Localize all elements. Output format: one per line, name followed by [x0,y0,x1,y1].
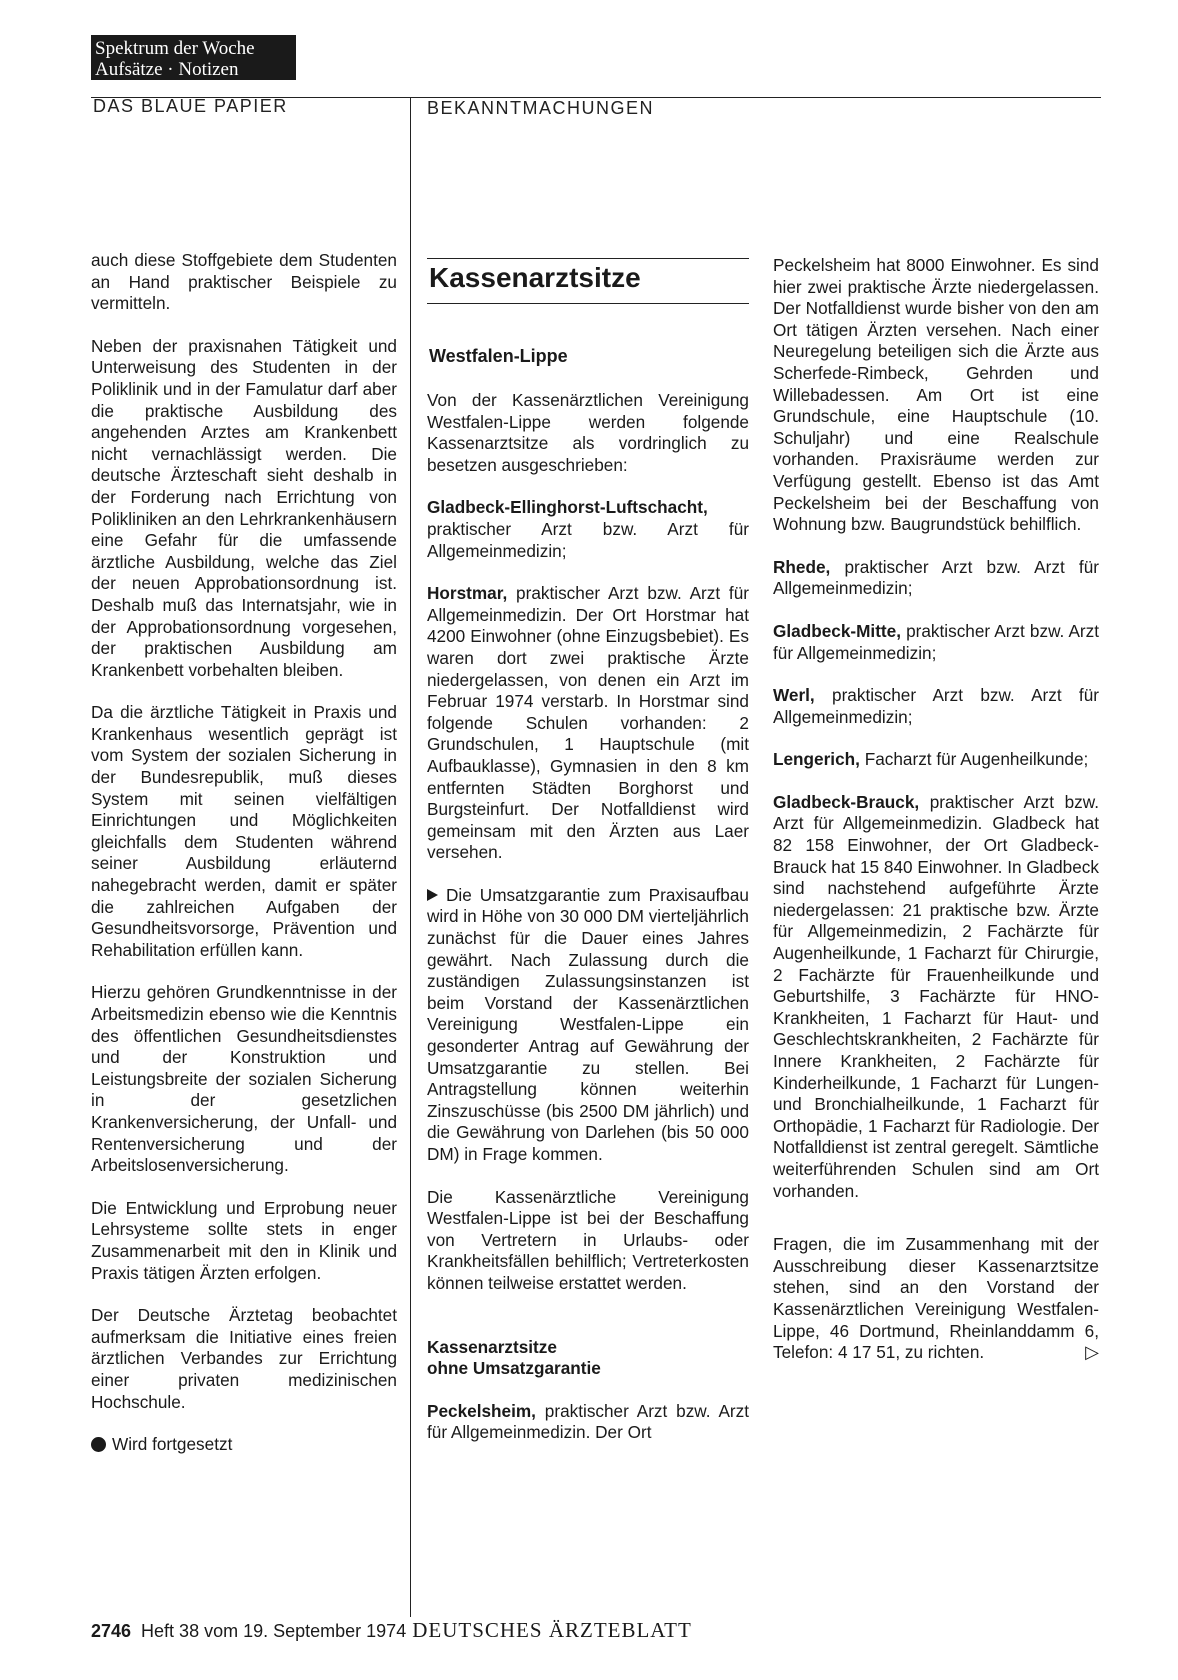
top-rule [91,97,1101,98]
listing [773,621,1099,664]
listing-text: Facharzt für Augenheilkunde; [859,749,1089,770]
page-number: 2746 [91,1621,132,1641]
listing-text: praktischer Arzt bzw. Arzt für Allgemeinmedizin; [427,518,749,561]
listing [427,583,749,864]
page-footer [91,1618,692,1643]
title-rule-bottom [427,303,749,304]
section-tag-line1: Spektrum der Woche [95,38,255,59]
subheading [427,1337,749,1380]
listing-place: Werl, [773,685,815,706]
guarantee-text: Die Umsatzgarantie zum Praxisaufbau wird in Höhe von 30 000 DM vierteljährlich zunächst für die Dauer eines Jahres gewährt. Nach Zulassung durch die zuständigen Zulassungsinstanzen ist beim Vorstand der Kassenärztlichen Vereinigung Westfalen-Lippe ein gesonderter Antrag auf Gewährung der Umsatzgarantie zu stellen. Bei Antragstellung können weiterhin Zinszuschüsse (bis 2500 DM jährlich) und die Gewährung von Darlehen (bis 50 000 DM) in Frage kommen. [427,884,749,1164]
listing-text: praktischer Arzt bzw. Arzt für Allgemeinmedizin; [773,620,1099,663]
column-middle [427,390,749,1465]
substitutes-paragraph: Die Kassenärztliche Vereinigung Westfalen-Lippe ist bei der Beschaffung von Vertretern in Urlaubs- oder Krankheitsfällen behilflich; Vertreterkosten können teilweise erstattet werden. [427,1186,749,1293]
listing [773,685,1099,728]
listing-place: Gladbeck-Brauck, [773,791,920,812]
listing-text: praktischer Arzt bzw. Arzt für Allgemeinmedizin; [773,556,1099,599]
listing-place: Lengerich, [773,749,860,770]
bullet-dot-icon [91,1437,106,1452]
intro-paragraph: Von der Kassenärztlichen Vereinigung Westfalen-Lippe werden folgende Kassenarztsitze als vordringlich zu besetzen ausgeschrieben: [427,390,749,475]
paragraph: Neben der praxisnahen Tätigkeit und Unterweisung des Studenten in der Poliklinik und in der Famulatur darf aber die praktische Ausbildung des angehenden Arztes am Krankenbett nicht vernachlässigt werden. Die deutsche Ärzteschaft sieht deshalb in der Forderung nach Errichtung von Polikliniken an den Lehrkrankenhäusern eine Gefahr für die umfassende ärztliche Ausbildung, welche das Ziel der neuen Approbationsordnung ist. Deshalb muß das Internatsjahr, wie in der Approbationsordnung vorgesehen, der praktischen Ausbildung am Krankenbett vorbehalten bleiben. [91,335,397,680]
article-title: Kassenarztsitze [429,262,641,293]
column-right [773,255,1099,1385]
closing-text: Fragen, die im Zusammenhang mit der Ausschreibung dieser Kassenarztsitze stehen, sind an den Vorstand der Kassenärztlichen Vereinigung Westfalen-Lippe, 46 Dortmund, Rheinlanddamm 6, Telefon: 4 17 51, zu richten. [773,1234,1099,1363]
listing-place: Peckelsheim, [427,1400,536,1421]
triangle-bullet-icon [427,889,438,901]
title-rule-top [427,258,749,259]
journal-name: DEUTSCHES ÄRZTEBLATT [412,1618,692,1642]
listing-text: praktischer Arzt bzw. Arzt für Allgemeinmedizin. Gladbeck hat 82 158 Einwohner, der Ort Gladbeck-Brauck hat 15 840 Einwohner. In Gladbeck sind nachstehend aufgeführte Ärzte niedergelassen: 21 praktische bzw. Ärzte für Allgemeinmedizin, 2 Fachärzte für Augenheilkunde, 1 Facharzt für Chirurgie, 2 Fachärzte für Frauenheilkunde und Geburtshilfe, 3 Fachärzte für HNO-Krankheiten, 1 Facharzt für Haut- und Geschlechtskrankheiten, 2 Fachärzte für Innere Krankheiten, 2 Fachärzte für Kinderheilkunde, 1 Facharzt für Lungen- und Bronchialheilkunde, 1 Facharzt für Orthopädie, 1 Facharzt für Radiologie. Der Notfalldienst ist zentral geregelt. Sämtliche weiterführenden Schulen sind am Ort vorhanden. [773,791,1099,1201]
listing-continuation: Peckelsheim hat 8000 Einwohner. Es sind hier zwei praktische Ärzte niedergelassen. Der Notfalldienst wurde bisher von den am Ort tätigen Ärzten versehen. Nach einer Neuregelung beteiligen sich die Ärzte aus Scherfede-Rimbeck, Gehrden und Willebadessen. Am Ort ist eine Grundschule, eine Hauptschule (10. Schuljahr) und eine Realschule vorhanden. Praxisräume werden zur Verfügung gestellt. Ebenso ist das Amt Peckelsheim bei der Beschaffung von Wohnung bzw. Baugrundstück behilflich. [773,255,1099,535]
guarantee-paragraph [427,885,749,1166]
column-divider [410,97,411,1617]
continue-arrow-icon: ▷ [1085,1342,1099,1363]
continued-note [91,1434,397,1456]
header-right: BEKANNTMACHUNGEN [427,98,655,118]
listing-place: Horstmar, [427,583,508,604]
listing-place: Gladbeck-Ellinghorst-Luftschacht, [427,497,708,518]
closing-paragraph [773,1234,1099,1364]
listing-place: Gladbeck-Mitte, [773,620,901,641]
issue-info: Heft 38 vom 19. September 1974 [141,1621,407,1641]
paragraph: Hierzu gehören Grundkenntnisse in der Arbeitsmedizin ebenso wie die Kenntnis des öffentlichen Gesundheitsdienstes und der Konstruktion und Leistungsbreite der sozialen Sicherung in der gesetzlichen Krankenversicherung, der Unfall- und Rentenversicherung und der Arbeitslosenversicherung. [91,982,397,1176]
paragraph: auch diese Stoffgebiete dem Studenten an Hand praktischer Beispiele zu vermitteln. [91,250,397,314]
paragraph: Der Deutsche Ärztetag beobachtet aufmerksam die Initiative eines freien ärztlichen Verbandes zur Errichtung einer privaten medizinischen Hochschule. [91,1305,397,1412]
subheading-line1: Kassenarztsitze [427,1336,557,1357]
listing-place: Rhede, [773,556,831,577]
column-left [91,250,397,1477]
listing-text: praktischer Arzt bzw. Arzt für Allgemeinmedizin; [773,685,1099,727]
continued-label: Wird fortgesetzt [112,1434,233,1455]
paragraph: Da die ärztliche Tätigkeit in Praxis und Krankenhaus wesentlich geprägt ist vom System der sozialen Sicherung in der Bundesrepublik, muß dieses System mit seinen vielfältigen Einrichtungen und Möglichkeiten gleichfalls dem Studenten während seiner Ausbildung erläuternd nahegebracht werden, damit er später die zahlreichen Aufgaben der Gesundheitsvorsorge, Prävention und Rehabilitation erfüllen kann. [91,702,397,960]
section-tag [91,35,296,80]
listing [427,1401,749,1444]
listing [427,497,749,562]
listing-text: praktischer Arzt bzw. Arzt für Allgemeinmedizin. Der Ort Horstmar hat 4200 Einwohner (ohne Einzugsbebiet). Es waren dort zwei praktische Ärzte niedergelassen, von denen ein Arzt im Februar 1974 verstarb. In Horstmar sind folgende Schulen vorhanden: 2 Grundschulen, 1 Hauptschule (mit Aufbauklasse), Gymnasien in den 8 km entfernten Städten Borghorst und Burgsteinfurt. Der Notfalldienst wird gemeinsam mit den Ärzten aus Laer versehen. [427,583,749,863]
subheading-line2: ohne Umsatzgarantie [427,1358,601,1379]
region-heading: Westfalen-Lippe [429,346,568,366]
paragraph: Die Entwicklung und Erprobung neuer Lehrsysteme sollte stets in enger Zusammenarbeit mit den in Klinik und Praxis tätigen Ärzten erfolgen. [91,1197,397,1283]
header-left: DAS BLAUE PAPIER [93,96,288,116]
section-tag-line2: Aufsätze · Notizen [95,59,239,80]
listing [773,557,1099,600]
listing-text: praktischer Arzt bzw. Arzt für Allgemeinmedizin. Der Ort [427,1400,749,1443]
listing [773,749,1099,771]
listing [773,792,1099,1202]
